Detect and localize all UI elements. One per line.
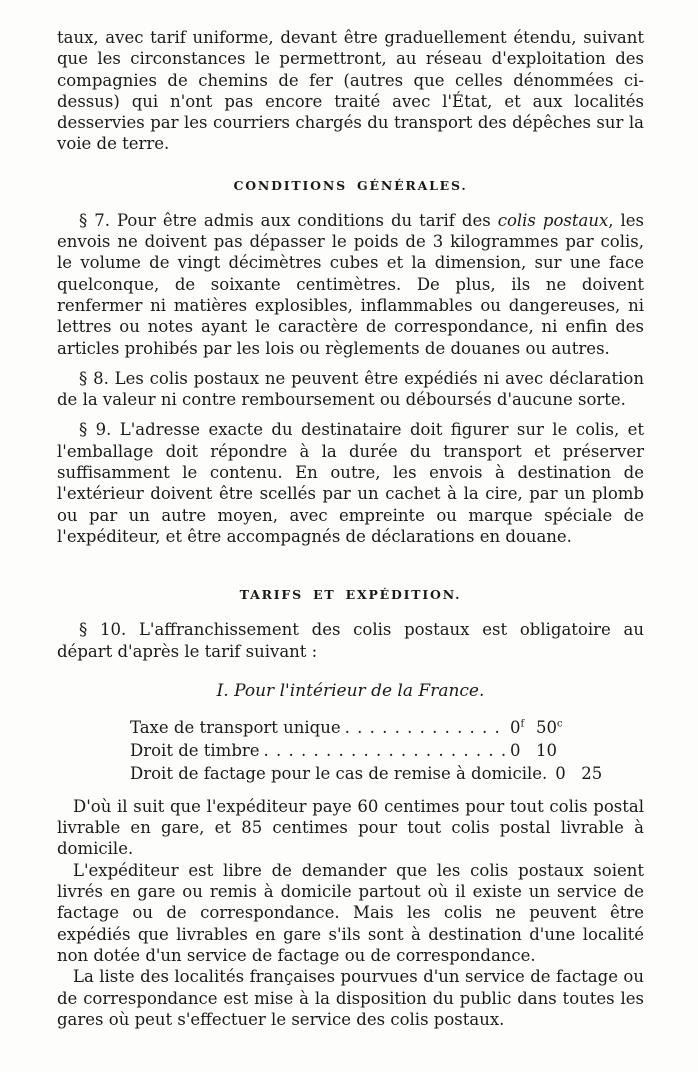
paragraph-section-7	[57, 210, 644, 359]
tariff-centimes-value	[536, 739, 568, 762]
paragraph-delivery-options: L'expéditeur est libre de demander que les colis postaux soient livrés en gare ou remis à domicile partout où il existe un service de factage ou de correspondance. Mais les colis ne peuvent être expédiés que livrables en gare s'ils sont à destination d'une localité non dotée d'un service de factage ou de correspondance.	[57, 860, 644, 965]
tariff-centimes-number: 50	[536, 717, 557, 737]
tariff-francs-value	[510, 716, 536, 739]
tariff-centimes-unit: c	[557, 718, 563, 730]
tariff-francs-number: 0	[510, 740, 521, 760]
tariff-francs-value	[510, 739, 536, 762]
paragraph-section-10: § 10. L'affranchissement des colis postaux est obligatoire au départ d'après le tarif suivant :	[57, 620, 644, 661]
paragraph-section-9: § 9. L'adresse exacte du destinataire doit figurer sur le colis, et l'emballage doit répondre à la durée du transport et préserver suffisamment le contenu. En outre, les envois à destination de l'extérieur doivent être scellés par un cachet à la cire, par un plomb ou par un autre moyen, avec empreinte ou marque spéciale de l'expéditeur, et être accompagnés de déclarations en douane.	[57, 420, 644, 546]
tariff-dot-leader	[345, 716, 506, 739]
tariff-francs-value	[555, 762, 581, 785]
paragraph-section-8: § 8. Les colis postaux ne peuvent être expédiés ni avec déclaration de la valeur ni contre remboursement ou déboursés d'aucune sorte.	[57, 368, 644, 410]
tariff-centimes-number: 10	[536, 740, 557, 760]
tariff-row	[130, 739, 568, 762]
tariff-francs-number: 0	[510, 717, 521, 737]
tariff-row	[130, 716, 568, 739]
tariff-row	[130, 762, 603, 785]
tariff-francs-unit: f	[520, 718, 525, 730]
tariff-centimes-number: 25	[581, 763, 603, 783]
tariff-label: Taxe de transport unique	[130, 717, 341, 737]
paragraph-total-cost: D'où il suit que l'expéditeur paye 60 centimes pour tout colis postal livrable en gare, et 85 centimes pour tout colis postal livrable à domicile.	[57, 796, 644, 859]
tariff-label: Droit de factage pour le cas de remise à domicile.	[130, 763, 548, 783]
section-heading-tarifs-expedition: TARIFS ET EXPÉDITION.	[239, 587, 462, 603]
section-heading-conditions-generales: CONDITIONS GÉNÉRALES.	[233, 177, 468, 193]
tariff-centimes-value	[536, 716, 568, 739]
tariff-table	[130, 716, 603, 785]
tariff-centimes-value	[581, 762, 613, 785]
subheading-interieur-france: I. Pour l'intérieur de la France.	[216, 680, 485, 701]
section-7-text-end: , les envois ne doivent pas dépasser le poids de 3 kilogrammes par colis, le volume de vingt décimètres cubes et la dimension, sur une face quelconque, de soixante centimètres. De plus, ils ne doivent renfermer ni matières explosibles, inflammables ou dangereuses, ni lettres ou notes ayant le caractère de correspondance, ni enfin des articles prohibés par les lois ou règlements de douanes ou autres.	[57, 210, 645, 358]
tariff-francs-number: 0	[555, 763, 566, 783]
paragraph-continuation: taux, avec tarif uniforme, devant être graduellement étendu, suivant que les circonstances le permettront, au réseau d'exploitation des compagnies de chemins de fer (autres que celles dénommées ci-dessus) qui n'ont pas encore traité avec l'État, et aux localités desservies par les courriers chargés du transport des dépêches sur la voie de terre.	[57, 28, 644, 154]
tariff-label: Droit de timbre	[130, 740, 260, 760]
paragraph-localities-list: La liste des localités françaises pourvues d'un service de factage ou de correspondance est mise à la disposition du public dans toutes les gares où peut s'effectuer le service des colis postaux.	[57, 967, 644, 1029]
section-7-text-start: § 7. Pour être admis aux conditions du tarif des	[79, 210, 498, 230]
section-7-italic-term: colis postaux	[497, 210, 609, 230]
tariff-dot-leader	[264, 739, 506, 762]
